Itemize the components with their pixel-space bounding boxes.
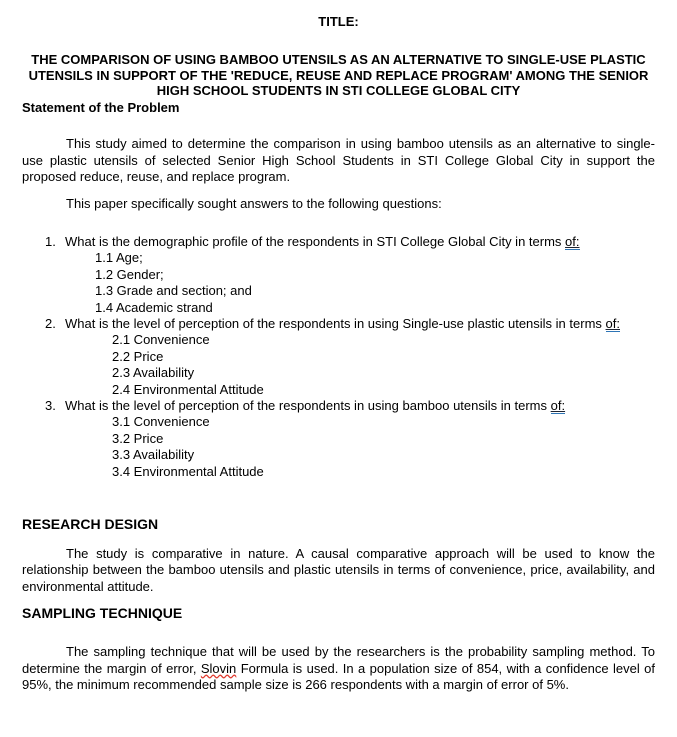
question-sub-item: 1.1 Age; <box>95 250 143 266</box>
question-number: 3. <box>45 398 56 413</box>
question-1-sub-items <box>22 250 655 316</box>
question-sub-item: 2.1 Convenience <box>112 332 210 348</box>
title-label: TITLE: <box>318 14 359 29</box>
sampling-text-after: Formula is used. In a population size of 854, with a confidence level of 95%, the minimum recommended sample size is 266 respondents with a margin of error of 5%. <box>22 660 655 693</box>
question-text: What is the level of perception of the respondents in using Single-use plastic utensils in terms <box>65 315 602 331</box>
grammar-underlined-text: of: <box>605 315 620 331</box>
main-title: THE COMPARISON OF USING BAMBOO UTENSILS AS AN ALTERNATIVE TO SINGLE-USE PLASTIC UTENSILS IN SUPPORT OF THE 'REDUCE, REUSE AND REPLACE PROGRAM' AMONG THE SENIOR HIGH SCHOOL STUDENTS IN STI COLLEGE GLOBAL CITY <box>28 52 649 99</box>
research-design-paragraph: The study is comparative in nature. A causal comparative approach will be used to know the relationship between the bamboo utensils and plastic utensils in terms of convenience, price, availability, and environmental attitude. <box>22 546 655 594</box>
question-sub-item: 2.4 Environmental Attitude <box>112 381 264 397</box>
grammar-underlined-text: of: <box>565 233 580 249</box>
section-heading-sampling-technique: SAMPLING TECHNIQUE <box>22 605 183 622</box>
sampling-paragraph <box>22 644 655 693</box>
question-sub-item: 2.3 Availability <box>112 365 195 381</box>
grammar-underlined-text: of: <box>550 398 566 413</box>
question-sub-item: 1.2 Gender; <box>95 266 164 282</box>
question-sub-item: 3.3 Availability <box>112 447 195 463</box>
question-text: What is the level of perception of the respondents in using bamboo utensils in terms <box>65 398 547 413</box>
sampling-text-before: The sampling technique that will be used by the researchers is the probability sampling method. To determine the margin of error, <box>22 644 655 676</box>
question-sub-item: 1.3 Grade and section; and <box>95 283 252 299</box>
question-3-sub-items <box>22 414 655 480</box>
question-sub-item: 3.4 Environmental Attitude <box>112 463 264 479</box>
question-sub-item: 3.1 Convenience <box>112 414 210 430</box>
misspelled-word: Slovin <box>200 660 237 676</box>
question-sub-item: 2.2 Price <box>112 348 164 364</box>
question-item-3 <box>22 398 655 414</box>
question-sub-item: 1.4 Academic strand <box>95 299 213 315</box>
question-text: What is the demographic profile of the respondents in STI College Global City in terms <box>65 233 562 249</box>
question-number: 1. <box>45 233 56 249</box>
section-heading-research-design: RESEARCH DESIGN <box>22 516 159 533</box>
questions-lead: This paper specifically sought answers to the following questions: <box>66 195 442 211</box>
question-number: 2. <box>45 315 56 331</box>
section-heading-statement: Statement of the Problem <box>22 99 180 115</box>
questions-list <box>22 234 655 480</box>
question-item-2 <box>22 316 655 332</box>
question-item-1 <box>22 234 655 250</box>
question-sub-item: 3.2 Price <box>112 430 164 446</box>
intro-paragraph: This study aimed to determine the comparison in using bamboo utensils as an alternative to single-use plastic utensils of selected Senior High School Students in STI College Global City in support the proposed reduce, reuse, and replace program. <box>22 136 655 185</box>
question-2-sub-items <box>22 332 655 398</box>
